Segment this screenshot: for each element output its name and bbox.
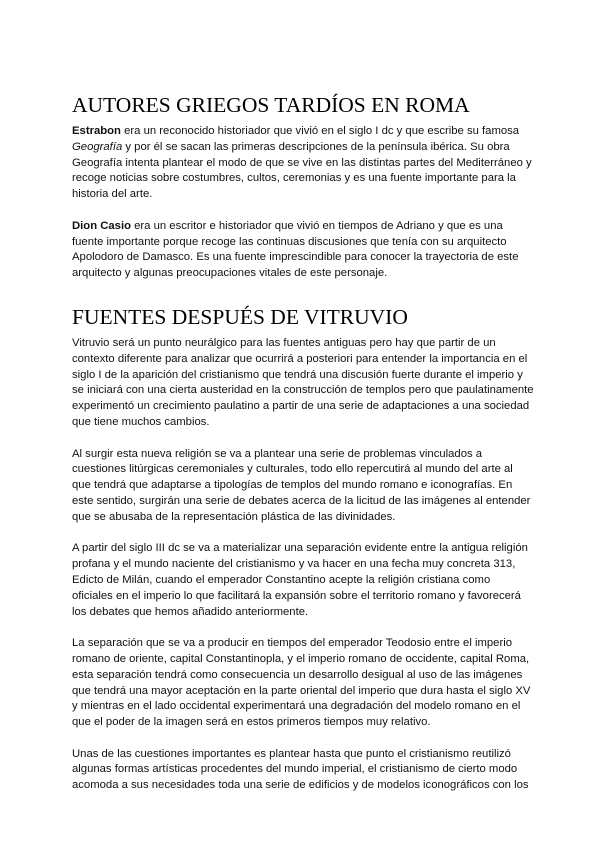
paragraph-text: y por él se sacan las primeras descripciones de la península ibérica. Su obra Geografía intenta plantear el modo de que se vive en las distintas partes del Mediterráneo y recoge noticias sobre costumbres, cultos, ceremonias y es una fuente importante para la historia del arte. <box>72 140 532 201</box>
section-heading-fuentes-vitruvio: FUENTES DESPUÉS DE VITRUVIO <box>72 304 408 329</box>
paragraph-cuestiones-importantes: Unas de las cuestiones importantes es plantear hasta que punto el cristianismo reutilizó algunas formas artísticas procedentes del mundo imperial, el cristianismo de cierto modo acomoda a sus necesidades toda una serie de edificios y de modelos iconográficos con los <box>72 747 529 792</box>
paragraph-teodosio: La separación que se va a producir en tiempos del emperador Teodosio entre el imperio romano de oriente, capital Constantinopla, y el imperio romano de occidente, capital Roma, esta separación tendrá como consecuencia un desarrollo desigual al uso de las imágenes que tendrá una mayor aceptación en la parte oriental del imperio que dura hasta el siglo XV y mientras en el lado occidental experimentará una degradación del modelo romano en el que el poder de la imagen será en estos primeros tiempos muy relativo. <box>72 637 531 729</box>
paragraph-text: era un escritor e historiador que vivió en tiempos de Adriano y que es una fuente importante porque recoge las continuas discusiones que tenía con su arquitecto Apolodoro de Damasco. Es una fuente imprescindible para conocer la trayectoria de este arquitecto y algunas preocupaciones vitales de este personaje. <box>72 219 519 280</box>
name-dion-casio: Dion Casio <box>72 219 131 232</box>
paragraph-vitruvio: Vitruvio será un punto neurálgico para las fuentes antiguas pero hay que partir de un contexto diferente para analizar que ocurrirá a posteriori para entender la importancia en el siglo I de la aparición del cristianismo que tendrá una discusión fuerte durante el imperio y se iniciará con una cierta austeridad en la construcción de templos pero que paulatinamente experimentó un crecimiento paulatino a partir de una serie de adaptaciones a una sociedad que tiene muchos cambios. <box>72 336 534 428</box>
document-body <box>72 92 534 810</box>
paragraph-text: era un reconocido historiador que vivió en el siglo I dc y que escribe su famosa <box>120 125 520 137</box>
section-heading-autores-griegos: AUTORES GRIEGOS TARDÍOS EN ROMA <box>72 93 470 117</box>
paragraph-siglo-iii: A partir del siglo III dc se va a materializar una separación evidente entre la antigua religión profana y el mundo naciente del cristianismo y va hacer en una fecha muy concreta 313, Edicto de Milán, cuando el emperador Constantino acepte la religión cristiana como oficiales en el imperio lo que facilitará la expansión sobre el territorio romano y favorecerá los debates que hemos añadido anteriormente. <box>72 542 528 618</box>
name-estrabon: Estrabon <box>72 125 121 137</box>
work-title-geografia: Geografía <box>72 140 123 153</box>
paragraph-estrabon <box>72 124 534 203</box>
paragraph-dion-casio <box>72 219 534 282</box>
paragraph-nueva-religion: Al surgir esta nueva religión se va a plantear una serie de problemas vinculados a cuestiones litúrgicas ceremoniales y culturales, todo ello repercutirá al mundo del arte al que tendrá que adaptarse a tipologías de templos del mundo romano e iconografías. En este sentido, surgirán una serie de debates acerca de la licitud de las imágenes al entender que se abusaba de la representación plástica de las divinidades. <box>72 447 531 523</box>
